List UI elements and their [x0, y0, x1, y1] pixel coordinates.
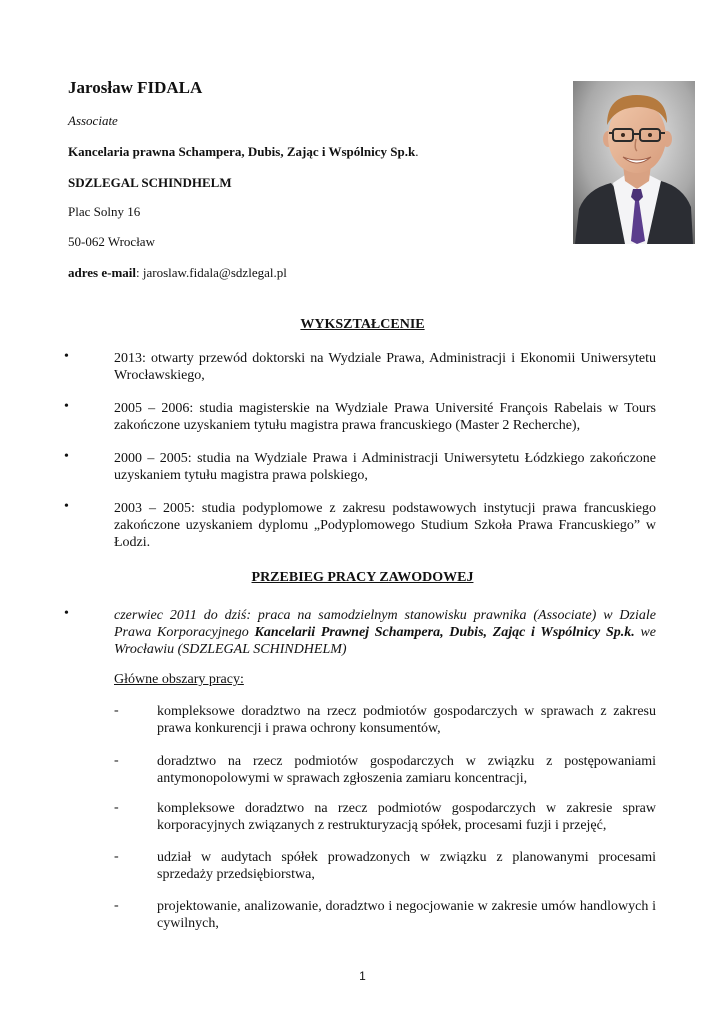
dash-marker: -: [114, 753, 119, 768]
portrait-photo: [573, 81, 695, 244]
firm-name-text: Kancelaria prawna Schampera, Dubis, Zając i Wspólnicy Sp.k: [68, 144, 416, 159]
firm-brand: SDZLEGAL SCHINDHELM: [68, 175, 232, 190]
dash-marker: -: [114, 703, 119, 718]
education-item: 2005 – 2006: studia magisterskie na Wydziale Prawa Université François Rabelais w Tours zakończone uzyskaniem tytułu magistra prawa francuskiego (Master 2 Recherche),: [114, 401, 656, 433]
address-city: 50-062 Wrocław: [68, 234, 155, 249]
person-role: Associate: [68, 113, 118, 128]
email-value: : jaroslaw.fidala@sdzlegal.pl: [136, 265, 287, 280]
areas-heading-text: Główne obszary pracy: [114, 672, 240, 687]
bullet-icon: •: [64, 606, 69, 621]
email-line: [68, 265, 287, 281]
work-area-item: kompleksowe doradztwo na rzecz podmiotów gospodarczych w zakresie spraw korporacyjnych związanych z restrukturyzacją spółek, procesami fuzji i przejęć,: [157, 801, 656, 833]
bullet-icon: •: [64, 499, 69, 514]
bullet-icon: •: [64, 399, 69, 414]
areas-heading: [114, 672, 244, 688]
areas-heading-colon: :: [239, 672, 244, 687]
job-entry-firm: Kancelarii Prawnej Schampera, Dubis, Zając i Wspólnicy Sp.k.: [254, 625, 635, 640]
work-area-item: projektowanie, analizowanie, doradztwo i negocjowanie w zakresie umów handlowych i cywilnych,: [157, 899, 656, 931]
work-section-title: PRZEBIEG PRACY ZAWODOWEJ: [251, 570, 474, 585]
firm-name: [68, 144, 418, 160]
address-street: Plac Solny 16: [68, 204, 141, 219]
education-section-title: WYKSZTAŁCENIE: [300, 317, 425, 332]
firm-name-dot: .: [415, 144, 419, 159]
dash-marker: -: [114, 849, 119, 864]
job-entry-text-start: czerwiec 2011 do dziś: praca na samodzielnym stanowisku prawnika (Associate) w Dziale Prawa Korporacyjnego: [114, 608, 656, 640]
dash-marker: -: [114, 898, 119, 913]
education-item: 2013: otwarty przewód doktorski na Wydziale Prawa, Administracji i Ekonomii Uniwersytetu Wrocławskiego,: [114, 351, 656, 383]
education-item: 2003 – 2005: studia podyplomowe z zakresu podstawowych instytucji prawa francuskiego zakończone uzyskaniem dyplomu „Podyplomowego Studium Szkoła Prawa Francuskiego” w Łodzi.: [114, 501, 656, 550]
education-item: 2000 – 2005: studia na Wydziale Prawa i Administracji Uniwersytetu Łódzkiego zakończone uzyskaniem tytułu magistra prawa polskiego,: [114, 451, 656, 483]
job-entry-text-end: we Wrocławiu (SDZLEGAL SCHINDHELM): [114, 625, 656, 657]
dash-marker: -: [114, 800, 119, 815]
person-name: Jarosław FIDALA: [68, 78, 203, 97]
job-entry: [114, 607, 656, 658]
email-label: adres e-mail: [68, 265, 136, 280]
work-area-item: kompleksowe doradztwo na rzecz podmiotów gospodarczych w sprawach z zakresu prawa konkurencji i prawa ochrony konsumentów,: [157, 704, 656, 736]
page-number: 1: [359, 969, 366, 983]
bullet-icon: •: [64, 449, 69, 464]
bullet-icon: •: [64, 349, 69, 364]
work-area-item: udział w audytach spółek prowadzonych w związku z planowanymi procesami sprzedaży przedsiębiorstwa,: [157, 850, 656, 882]
work-area-item: doradztwo na rzecz podmiotów gospodarczych w związku z postępowaniami antymonopolowymi w sprawach zgłoszenia zamiaru koncentracji,: [157, 754, 656, 786]
